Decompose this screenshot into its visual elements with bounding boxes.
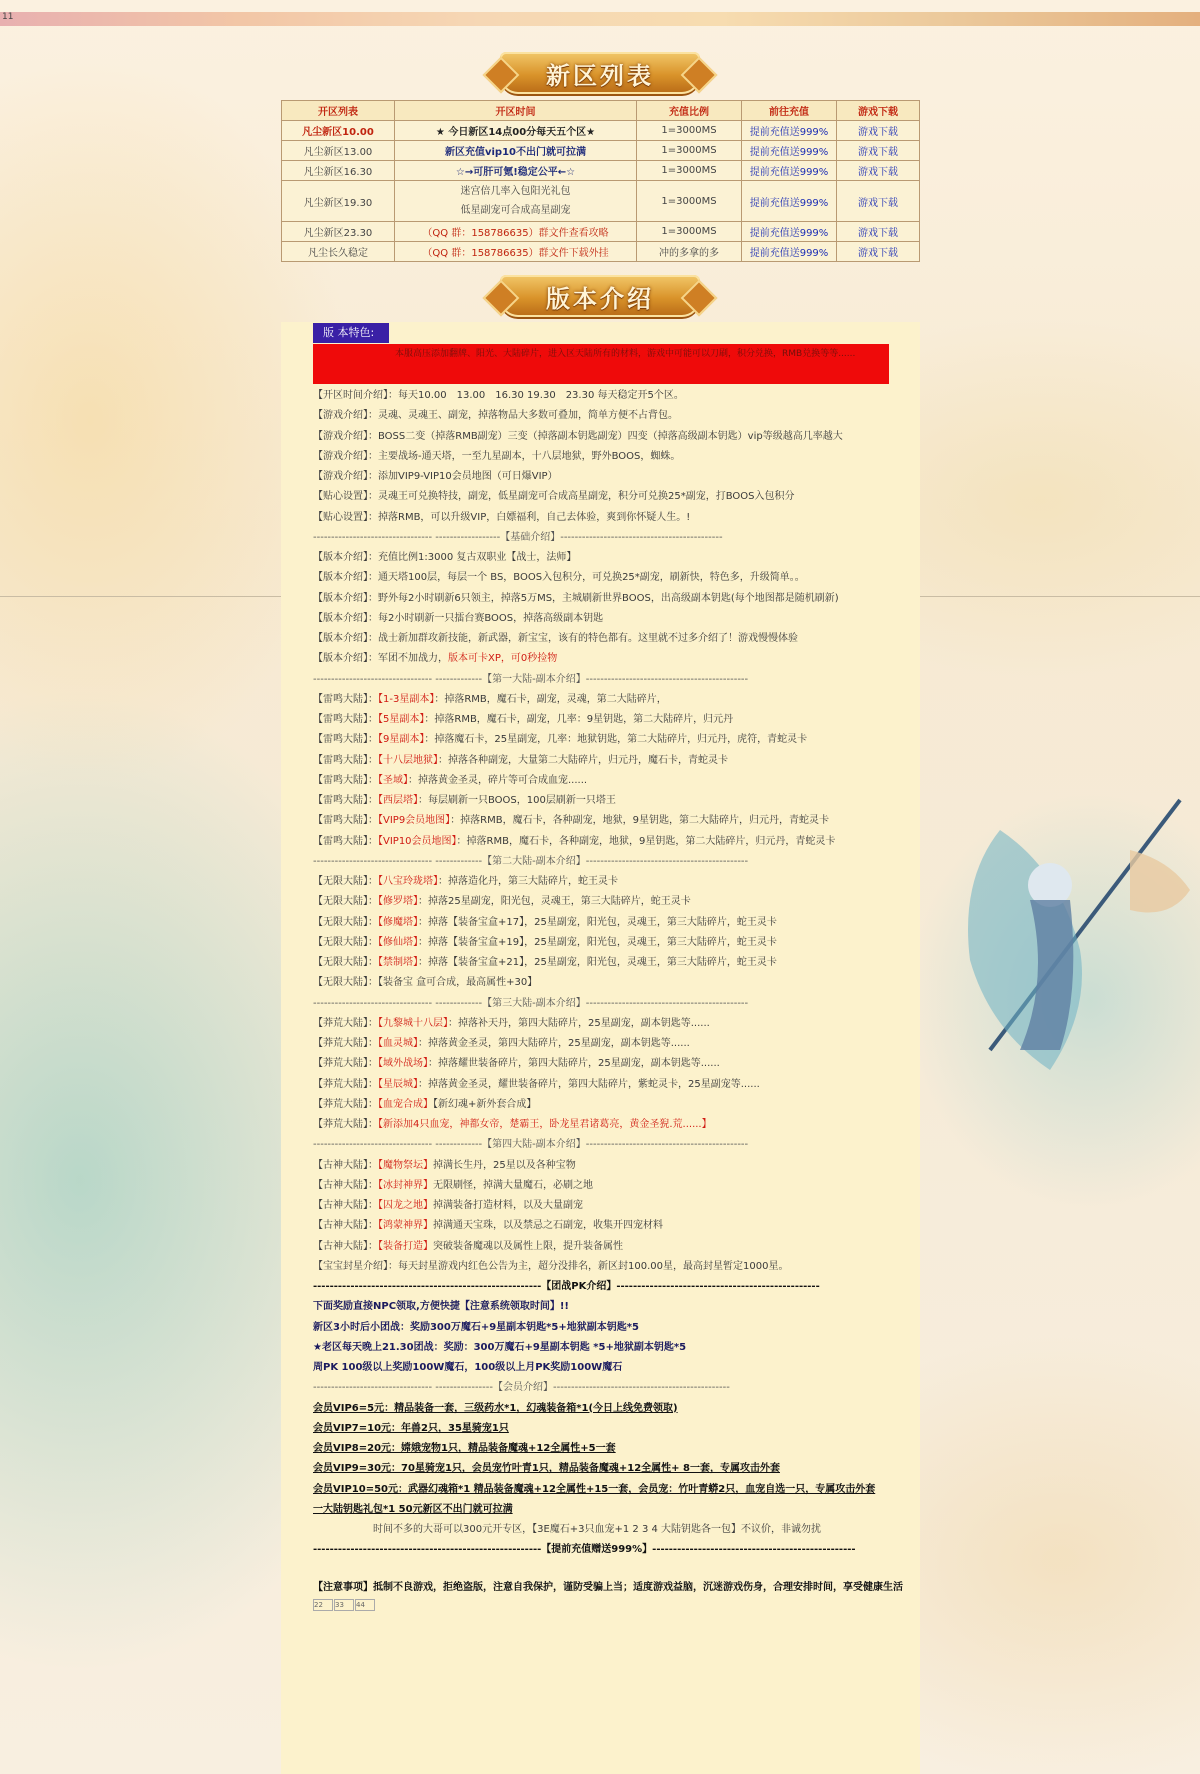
intro-line-text: 【雷鸣大陆】： [313, 774, 378, 786]
intro-line-text: -------------------------------------------------------【提前充值赠送999%】------------------------------------------------- [313, 1544, 856, 1556]
intro-line-highlight: 【血灵城】 [378, 1038, 418, 1049]
intro-line-highlight: 【修罗塔】 [378, 896, 418, 908]
intro-line-highlight: 【冰封神界】 [378, 1179, 433, 1191]
intro-line-highlight: 【5星副本】 [378, 714, 425, 725]
version-intro-title: 版本介绍 [546, 283, 654, 313]
intro-line-detail: ：掉落耀世装备碎片，第四大陆碎片，25星副宠，副本钥匙等...... [428, 1058, 720, 1070]
table-row [282, 181, 920, 222]
feature-highlight-bar: 本服高压添加翻牌、阳光、大陆碎片，进入区天陆所有的材料，游戏中可能可以刀刷，积分兑换，RMB兑换等等...... [313, 344, 889, 384]
intro-line [313, 811, 913, 831]
version-feature-label: 版 本特色: [313, 323, 389, 343]
intro-line-detail: ：掉落【装备宝盒+17】，25星副宠，阳光包，灵魂王，第三大陆碎片，蛇王灵卡 [418, 916, 777, 928]
server-ratio: 1=3000MS [637, 181, 742, 222]
intro-line-detail: ：掉落黄金圣灵，碎片等可合成血宠...... [408, 774, 588, 786]
intro-line [313, 1520, 913, 1540]
intro-line-highlight: 【新添加4只血宠，神都女帝，楚霸王，卧龙星君诸葛亮，黄金圣猊.荒......】 [378, 1119, 712, 1130]
server-time-cell [395, 181, 637, 222]
intro-line [313, 771, 913, 791]
intro-line [313, 1156, 913, 1176]
recharge-link[interactable]: 提前充值送999% [742, 141, 837, 161]
intro-line-text: 会员VIP7=10元：年兽2只，35星骑宠1只 [313, 1422, 509, 1434]
broken-image-icon: 22 [313, 1599, 333, 1611]
server-time: ☆→可肝可氪!稳定公平←☆ [395, 161, 637, 181]
intro-line-highlight: 【十八层地狱】 [378, 754, 438, 766]
header-download: 游戏下载 [837, 101, 920, 121]
download-link[interactable]: 游戏下载 [837, 161, 920, 181]
intro-line [313, 568, 913, 588]
intro-line-highlight: 【九黎城十八层】 [378, 1017, 448, 1029]
intro-line-text: --------------------------------- -------------【第四大陆-副本介绍】--------------------------------------------- [313, 1139, 749, 1151]
intro-line-text: --------------------------------- -------------【第二大陆-副本介绍】--------------------------------------------- [313, 855, 749, 867]
intro-line-detail: 突破装备魔魂以及属性上限，提升装备属性 [433, 1240, 623, 1252]
section-divider [313, 528, 913, 548]
intro-line-detail: ：掉落RMB，魔石卡，各种副宠，地狱，9星钥匙，第二大陆碎片，归元丹，青蛇灵卡 [456, 835, 836, 847]
intro-line-detail: ：掉落黄金圣灵，耀世装备碎片，第四大陆碎片，紫蛇灵卡，25星副宠等...... [418, 1078, 760, 1090]
intro-line-highlight: 【圣域】 [378, 774, 408, 786]
server-table-header [282, 101, 920, 121]
broken-image-icon: 33 [334, 1599, 354, 1611]
intro-line-detail: ：掉落造化丹，第三大陆碎片，蛇王灵卡 [438, 876, 618, 887]
server-ratio: 1=3000MS [637, 222, 742, 242]
intro-line-text: 【古神大陆】： [313, 1159, 378, 1171]
intro-line-text: 【无限大陆】： [313, 936, 378, 948]
intro-line [313, 1216, 913, 1236]
intro-line-text: 【雷鸣大陆】： [313, 815, 378, 827]
intro-line [313, 447, 913, 467]
intro-line-highlight: 【VIP9会员地图】 [378, 815, 451, 827]
table-row [282, 141, 920, 161]
intro-line [313, 933, 913, 953]
intro-line-detail: ：掉落25星副宠，阳光包，灵魂王，第三大陆碎片，蛇王灵卡 [418, 896, 691, 908]
intro-line-text: 一大陆钥匙礼包*1 50元新区不出门就可拉满 [313, 1503, 513, 1515]
intro-lines [313, 386, 913, 1613]
intro-line [313, 1439, 913, 1459]
broken-image-icon: 44 [355, 1599, 375, 1611]
intro-line-highlight: 【鸿蒙神界】 [378, 1220, 433, 1232]
intro-line [313, 406, 913, 426]
spacer [313, 1561, 913, 1579]
intro-line-highlight: 【1-3星副本】 [378, 693, 435, 705]
intro-line-text: 【莽荒大陆】： [313, 1078, 378, 1090]
intro-line-highlight: 【魔物祭坛】 [378, 1159, 433, 1171]
server-name: 凡尘新区23.30 [282, 222, 395, 242]
intro-line-text: 【游戏介绍】：BOSS二变（掉落RMB副宠）三变（掉落副本钥匙副宠）四变（掉落高级副本钥匙）vip等级越高几率越大 [313, 430, 843, 442]
intro-line-text: 下面奖励直接NPC领取,方便快捷【注意系统领取时间】!! [313, 1301, 569, 1313]
intro-line-highlight: 【修魔塔】 [378, 916, 418, 928]
intro-line-text: -------------------------------------------------------【团战PK介绍】------------------------------------------------- [313, 1281, 820, 1292]
intro-line-detail: 掉满装备打造材料，以及大量副宠 [433, 1200, 583, 1211]
intro-line [313, 427, 913, 447]
intro-line-text: 【版本介绍】：充值比例1:3000 复古双职业【战士，法师】 [313, 552, 577, 563]
intro-line [313, 1115, 913, 1135]
intro-line-text: 【无限大陆】：【装备宝 盒可合成，最高属性+30】 [313, 977, 538, 989]
intro-line-detail: ：每层刷新一只BOOS，100层刷新一只塔王 [418, 795, 616, 806]
intro-line-detail: ：掉落【装备宝盒+19】，25星副宠，阳光包，灵魂王，第三大陆碎片，蛇王灵卡 [418, 936, 777, 948]
section-divider [313, 1135, 913, 1155]
intro-line-text: 时间不多的大哥可以300元开专区，【3E魔石+3只血宠+1 2 3 4 大陆钥匙各一包】不议价，非诚勿扰 [373, 1524, 822, 1535]
server-time: ★ 今日新区14点00分每天五个区★ [395, 121, 637, 141]
intro-line-text: 【贴心设置】：灵魂王可兑换特技，副宠，低星副宠可合成高星副宠，积分可兑换25*副宠，打BOOS入包积分 [313, 491, 795, 503]
intro-line-text: 【莽荒大陆】： [313, 1119, 378, 1130]
intro-line-highlight: 【VIP10会员地图】 [378, 835, 457, 847]
intro-line [313, 872, 913, 892]
download-link[interactable]: 游戏下载 [837, 222, 920, 242]
intro-line-text: 【雷鸣大陆】： [313, 754, 378, 766]
intro-line-text: 会员VIP9=30元：70星骑宠1只，会员宠竹叶青1只，精品装备魔魂+12全属性+ 8一套，专属攻击外套 [313, 1463, 780, 1475]
version-content-panel [281, 322, 920, 1774]
intro-line-text: 【游戏介绍】：添加VIP9-VIP10会员地图（可日爆VIP） [313, 471, 558, 482]
hero-character-illustration [930, 790, 1200, 1080]
intro-line [313, 953, 913, 973]
intro-line-detail: ：掉落魔石卡，25星副宠，几率：地狱钥匙，第二大陆碎片，归元丹，虎符，青蛇灵卡 [424, 734, 808, 746]
section-divider [313, 852, 913, 872]
header-ratio: 充值比例 [637, 101, 742, 121]
intro-line [313, 1237, 913, 1257]
broken-image-thumbnails [313, 1599, 913, 1613]
intro-line-text: 【古神大陆】： [313, 1200, 378, 1211]
server-ratio: 1=3000MS [637, 121, 742, 141]
intro-line-text: --------------------------------- ----------------【会员介绍】------------------------------------------------- [313, 1382, 730, 1394]
intro-line [313, 629, 913, 649]
table-row [282, 222, 920, 242]
intro-line-highlight: 版本可卡XP，可0秒捡物 [448, 653, 558, 665]
intro-line [313, 710, 913, 730]
notice-text: 【注意事项】抵制不良游戏，拒绝盗版，注意自我保护，谨防受骗上当；适度游戏益脑，沉迷游戏伤身，合理安排时间，享受健康生活 [313, 1581, 903, 1593]
intro-line [313, 1500, 913, 1520]
intro-line [313, 730, 913, 750]
intro-line [313, 892, 913, 912]
server-table [281, 100, 920, 262]
intro-line-text: 【开区时间介绍】：每天10.00 13.00 16.30 19.30 23.30 每天稳定开5个区。 [313, 390, 684, 401]
download-link[interactable]: 游戏下载 [837, 242, 920, 262]
intro-line-detail: 掉满通天宝珠，以及禁忌之石副宠，收集开四宠材料 [433, 1220, 663, 1232]
intro-line [313, 690, 913, 710]
recharge-link[interactable]: 提前充值送999% [742, 222, 837, 242]
intro-line [313, 1196, 913, 1216]
server-time: 新区充值vip10不出门就可拉满 [395, 141, 637, 161]
intro-line-detail: 无限刷怪，掉满大量魔石，必刷之地 [433, 1179, 593, 1191]
intro-line-highlight: 【血宠合成】 [378, 1098, 433, 1110]
intro-line-text: 【古神大陆】： [313, 1220, 378, 1232]
recharge-link[interactable]: 提前充值送999% [742, 161, 837, 181]
intro-line-highlight: 【八宝玲珑塔】 [378, 876, 438, 887]
intro-line [313, 1318, 913, 1338]
table-row [282, 161, 920, 181]
intro-line [313, 1338, 913, 1358]
header-server: 开区列表 [282, 101, 395, 121]
intro-line-highlight: 【装备打造】 [378, 1240, 433, 1252]
intro-line [313, 1095, 913, 1115]
server-list-title: 新区列表 [546, 60, 654, 90]
intro-line [313, 589, 913, 609]
intro-line-text: 【宝宝封星介绍】：每天封星游戏内红色公告为主，超分没排名，新区封100.00星，最高封星暂定1000星。 [313, 1260, 789, 1272]
intro-line-text: 周PK 100级以上奖励100W魔石，100级以上月PK奖励100W魔石 [313, 1362, 623, 1373]
intro-line-detail: ：掉落各种副宠，大量第二大陆碎片，归元丹，魔石卡，青蛇灵卡 [438, 754, 728, 766]
intro-line [313, 1034, 913, 1054]
intro-line [313, 973, 913, 993]
intro-line-highlight: 【囚龙之地】 [378, 1200, 433, 1211]
intro-line-text: 【游戏介绍】：主要战场-通天塔，一至九星副本，十八层地狱，野外BOOS，蜘蛛。 [313, 450, 681, 462]
server-name: 凡尘新区19.30 [282, 181, 395, 222]
intro-line-highlight: 【西层塔】 [378, 795, 418, 806]
server-time: （QQ 群：158786635）群文件查看攻略 [395, 222, 637, 242]
intro-line [313, 386, 913, 406]
intro-line-highlight: 【9星副本】 [378, 734, 425, 746]
download-link[interactable]: 游戏下载 [837, 121, 920, 141]
recharge-link[interactable]: 提前充值送999% [742, 181, 837, 222]
intro-line-detail: ：掉落补天丹，第四大陆碎片，25星副宠，副本钥匙等...... [448, 1017, 710, 1029]
intro-line-text: 【雷鸣大陆】： [313, 835, 378, 847]
intro-line-detail: 【新幻魂+新外套合成】 [433, 1098, 537, 1110]
header-time: 开区时间 [395, 101, 637, 121]
intro-line [313, 649, 913, 669]
intro-line [313, 1358, 913, 1378]
intro-line-text: --------------------------------- ------------------【基础介绍】--------------------------------------------- [313, 531, 723, 543]
intro-line [313, 1054, 913, 1074]
intro-line-text: --------------------------------- -------------【第三大陆-副本介绍】--------------------------------------------- [313, 997, 749, 1009]
intro-line [313, 1297, 913, 1317]
intro-line-text: 【版本介绍】：通天塔100层，每层一个 BS，BOOS入包积分，可兑换25*副宠，刷新快，特色多，升级简单。。 [313, 572, 805, 584]
intro-line-text: 【版本介绍】：野外每2小时刷新6只领主，掉落5万MS，主城刷新世界BOOS，出高级副本钥匙(每个地图都是随机刷新) [313, 592, 839, 604]
intro-line [313, 751, 913, 771]
broken-image-icon: 11 [2, 12, 14, 22]
intro-line [313, 1075, 913, 1095]
intro-line-highlight: 【域外战场】 [378, 1058, 428, 1070]
header-recharge: 前往充值 [742, 101, 837, 121]
intro-line-detail: ：掉落RMB，魔石卡，各种副宠，地狱，9星钥匙，第二大陆碎片，归元丹，青蛇灵卡 [450, 815, 829, 827]
download-link[interactable]: 游戏下载 [837, 141, 920, 161]
intro-line-detail: ：掉落RMB，魔石卡，副宠，几率：9星钥匙，第二大陆碎片，归元丹 [424, 714, 734, 725]
intro-line [313, 791, 913, 811]
server-ratio: 1=3000MS [637, 161, 742, 181]
server-name: 凡尘长久稳定 [282, 242, 395, 262]
intro-line-text: 【版本介绍】：每2小时刷新一只擂台赛BOOS，掉落高级副本钥匙 [313, 612, 604, 624]
intro-line-text: 【无限大陆】： [313, 876, 378, 887]
intro-line [313, 1459, 913, 1479]
intro-line-detail: ：掉落RMB，魔石卡，副宠，灵魂，第二大陆碎片， [434, 693, 667, 705]
intro-line-detail: 掉满长生丹，25星以及各种宝物 [433, 1159, 576, 1171]
intro-line-text: 【莽荒大陆】： [313, 1038, 378, 1049]
intro-line-text: 新区3小时后小团战：奖励300万魔石+9星副本钥匙*5+地狱副本钥匙*5 [313, 1321, 639, 1333]
intro-line [313, 487, 913, 507]
server-name: 凡尘新区10.00 [282, 121, 395, 141]
intro-line [313, 832, 913, 852]
section-divider [313, 1277, 913, 1297]
intro-line-text: ★老区每天晚上21.30团战：奖励：300万魔石+9星副本钥匙 *5+地狱副本钥匙*5 [313, 1341, 687, 1353]
intro-line [313, 1176, 913, 1196]
intro-line [313, 913, 913, 933]
top-banner-strip [0, 12, 1200, 26]
intro-line [313, 1419, 913, 1439]
intro-line-text: 会员VIP8=20元：嫦娥宠物1只，精品装备魔魂+12全属性+5一套 [313, 1443, 616, 1454]
section-divider [313, 1378, 913, 1398]
intro-line-text: 【雷鸣大陆】： [313, 693, 378, 705]
intro-line [313, 1257, 913, 1277]
intro-line-text: 【版本介绍】：战士新加群攻新技能，新武器，新宝宝，该有的特色都有。这里就不过多介绍了！游戏慢慢体验 [313, 633, 798, 644]
intro-line [313, 1014, 913, 1034]
intro-line-text: 【无限大陆】： [313, 957, 378, 968]
download-link[interactable]: 游戏下载 [837, 181, 920, 222]
version-intro-banner [500, 275, 700, 317]
section-divider [313, 1540, 913, 1560]
intro-line-text: --------------------------------- -------------【第一大陆-副本介绍】--------------------------------------------- [313, 673, 749, 685]
intro-line-text: 【莽荒大陆】： [313, 1098, 378, 1110]
intro-line-text: 会员VIP6=5元：精品装备一套，三级药水*1，幻魂装备箱*1(今日上线免费领取) [313, 1402, 678, 1414]
intro-line-detail: ：掉落黄金圣灵，第四大陆碎片，25星副宠，副本钥匙等...... [418, 1038, 690, 1049]
intro-line-text: 【古神大陆】： [313, 1240, 378, 1252]
intro-line-text: 【雷鸣大陆】： [313, 734, 378, 746]
table-row [282, 242, 920, 262]
intro-line-text: 【雷鸣大陆】： [313, 714, 378, 725]
intro-line-text: 会员VIP10=50元：武器幻魂箱*1 精品装备魔魂+12全属性+15一套，会员宠：竹叶青蟒2只，血宠自选一只，专属攻击外套 [313, 1483, 876, 1495]
server-ratio: 冲的多拿的多 [637, 242, 742, 262]
intro-line-highlight: 【修仙塔】 [378, 936, 418, 948]
intro-line [313, 508, 913, 528]
intro-line [313, 1399, 913, 1419]
intro-line-highlight: 【禁制塔】 [378, 957, 418, 968]
server-list-banner [500, 52, 700, 94]
server-name: 凡尘新区16.30 [282, 161, 395, 181]
section-divider [313, 670, 913, 690]
server-name: 凡尘新区13.00 [282, 141, 395, 161]
server-time-second-line: 低星副宠可合成高星副宠 [460, 205, 571, 216]
intro-line [313, 548, 913, 568]
intro-line-text: 【无限大陆】： [313, 916, 378, 928]
intro-line-text: 【莽荒大陆】： [313, 1058, 378, 1070]
section-divider [313, 994, 913, 1014]
recharge-link[interactable]: 提前充值送999% [742, 242, 837, 262]
intro-line [313, 467, 913, 487]
recharge-link[interactable]: 提前充值送999% [742, 121, 837, 141]
server-time: （QQ 群：158786635）群文件下载外挂 [395, 242, 637, 262]
server-time: 迷宫倍几率入包阳光礼包 [460, 186, 571, 197]
intro-line-text: 【莽荒大陆】： [313, 1017, 378, 1029]
intro-line-text: 【版本介绍】：军团不加战力， [313, 653, 448, 665]
intro-line [313, 1480, 913, 1500]
intro-line-highlight: 【星辰城】 [378, 1078, 418, 1090]
server-ratio: 1=3000MS [637, 141, 742, 161]
intro-line-text: 【古神大陆】： [313, 1179, 378, 1191]
intro-line-text: 【雷鸣大陆】： [313, 795, 378, 806]
table-row [282, 121, 920, 141]
intro-line-text: 【无限大陆】： [313, 896, 378, 908]
intro-line-text: 【游戏介绍】：灵魂、灵魂王、副宠，掉落物品大多数可叠加，简单方便不占背包。 [313, 410, 678, 422]
intro-line [313, 609, 913, 629]
intro-line-detail: ：掉落【装备宝盒+21】，25星副宠，阳光包，灵魂王，第三大陆碎片，蛇王灵卡 [418, 957, 777, 968]
intro-line-text: 【贴心设置】：掉落RMB，可以升级VIP，白嫖福利，自己去体验，爽到你怀疑人生。! [313, 511, 691, 523]
